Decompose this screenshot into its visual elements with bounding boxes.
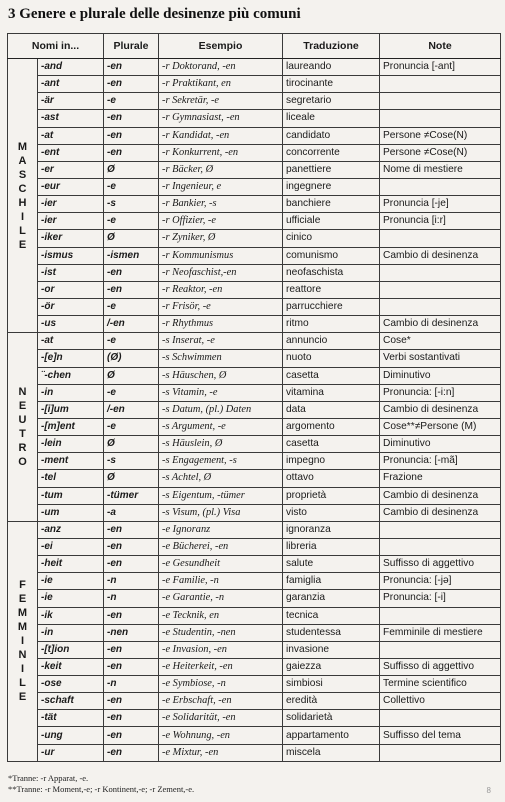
suffix-cell: -lein (38, 436, 104, 453)
plural-cell: -en (104, 693, 159, 710)
translation-cell: impegno (283, 453, 380, 470)
note-cell (380, 521, 501, 538)
footnote: **Tranne: -r Moment,-e; -r Kontinent,-e; -r Zement,-e. (8, 784, 195, 794)
suffix-cell: -tät (38, 710, 104, 727)
translation-cell: appartamento (283, 727, 380, 744)
gender-letter: R (18, 442, 27, 455)
translation-cell: ottavo (283, 470, 380, 487)
translation-cell: proprietà (283, 487, 380, 504)
note-cell: Suffisso di aggettivo (380, 556, 501, 573)
suffix-cell: -är (38, 93, 104, 110)
suffix-cell: -ast (38, 110, 104, 127)
note-cell: Cambio di desinenza (380, 247, 501, 264)
gender-letter: M (17, 140, 28, 153)
table-row (8, 281, 501, 298)
gender-letter: E (18, 691, 27, 704)
table-row (8, 556, 501, 573)
plural-cell: -en (104, 521, 159, 538)
note-cell: Pronuncia: [-mã] (380, 453, 501, 470)
translation-cell: neofaschista (283, 264, 380, 281)
example-cell: -e Erbschaft, -en (159, 693, 283, 710)
note-cell: Pronuncia: [-i:n] (380, 384, 501, 401)
suffix-cell: -ismus (38, 247, 104, 264)
translation-cell: data (283, 401, 380, 418)
note-cell: Termine scientifico (380, 676, 501, 693)
translation-cell: ritmo (283, 316, 380, 333)
gender-letter: I (20, 635, 25, 648)
example-cell: -r Ingenieur, e (159, 178, 283, 195)
suffix-cell: -keit (38, 658, 104, 675)
footnote: *Tranne: -r Apparat, -e. (8, 773, 89, 783)
plural-cell: -s (104, 453, 159, 470)
table-row (8, 470, 501, 487)
note-cell (380, 93, 501, 110)
table-row (8, 350, 501, 367)
gender-letter: H (18, 196, 27, 209)
example-cell: -s Inserat, -e (159, 333, 283, 350)
translation-cell: cinico (283, 230, 380, 247)
example-cell: -e Garantie, -n (159, 590, 283, 607)
example-cell: -e Studentin, -nen (159, 624, 283, 641)
plural-cell: -tümer (104, 487, 159, 504)
note-cell: Suffisso di aggettivo (380, 658, 501, 675)
example-cell: -s Häuschen, Ø (159, 367, 283, 384)
note-cell (380, 264, 501, 281)
plural-cell: -en (104, 538, 159, 555)
header-nomi: Nomi in... (8, 34, 104, 59)
gender-letter: F (19, 579, 26, 592)
gender-letter: N (18, 649, 27, 662)
plural-cell: Ø (104, 470, 159, 487)
plural-cell: -en (104, 110, 159, 127)
translation-cell: tirocinante (283, 76, 380, 93)
example-cell: -r Kommunismus (159, 247, 283, 264)
plural-cell: /-en (104, 316, 159, 333)
header-note: Note (380, 34, 501, 59)
suffix-cell: -tum (38, 487, 104, 504)
translation-cell: miscela (283, 744, 380, 761)
gender-label-maschile (8, 59, 38, 333)
gender-letter: L (19, 677, 26, 690)
note-cell: Pronuncia [-je] (380, 196, 501, 213)
note-cell (380, 281, 501, 298)
plural-cell: (Ø) (104, 350, 159, 367)
note-cell (380, 744, 501, 761)
table-row (8, 59, 501, 76)
example-cell: -e Ignoranz (159, 521, 283, 538)
table-row (8, 161, 501, 178)
table-row (8, 178, 501, 195)
table-row (8, 710, 501, 727)
translation-cell: parrucchiere (283, 298, 380, 315)
translation-cell: visto (283, 504, 380, 521)
plural-cell: -en (104, 76, 159, 93)
table-row (8, 590, 501, 607)
gender-letter: A (18, 154, 27, 167)
plural-cell: -e (104, 178, 159, 195)
suffix-cell: -ant (38, 76, 104, 93)
suffix-cell: -ier (38, 213, 104, 230)
example-cell: -r Neofaschist,-en (159, 264, 283, 281)
note-cell: Cambio di desinenza (380, 316, 501, 333)
translation-cell: ingegnere (283, 178, 380, 195)
note-cell: Pronuncia: [-i] (380, 590, 501, 607)
note-cell: Cose* (380, 333, 501, 350)
table-row (8, 538, 501, 555)
note-cell: Femminile di mestiere (380, 624, 501, 641)
note-cell: Nome di mestiere (380, 161, 501, 178)
suffix-cell: -and (38, 59, 104, 76)
note-cell (380, 607, 501, 624)
suffix-cell: -tel (38, 470, 104, 487)
example-cell: -e Solidarität, -en (159, 710, 283, 727)
example-cell: -r Gymnasiast, -en (159, 110, 283, 127)
example-cell: -e Familie, -n (159, 573, 283, 590)
example-cell: -e Symbiose, -n (159, 676, 283, 693)
suffix-cell: -in (38, 624, 104, 641)
gender-label-neutro (8, 333, 38, 522)
plural-cell: -en (104, 641, 159, 658)
example-cell: -r Bankier, -s (159, 196, 283, 213)
translation-cell: invasione (283, 641, 380, 658)
note-cell (380, 298, 501, 315)
plural-cell: Ø (104, 367, 159, 384)
note-cell: Pronuncia [-ant] (380, 59, 501, 76)
plural-cell: -e (104, 418, 159, 435)
table-row (8, 316, 501, 333)
table-row (8, 264, 501, 281)
note-cell (380, 76, 501, 93)
table-row (8, 93, 501, 110)
suffix-cell: -schaft (38, 693, 104, 710)
table-row (8, 573, 501, 590)
translation-cell: candidato (283, 127, 380, 144)
translation-cell: solidarietà (283, 710, 380, 727)
translation-cell: casetta (283, 436, 380, 453)
plural-cell: -e (104, 93, 159, 110)
suffix-cell: -ent (38, 144, 104, 161)
note-cell (380, 538, 501, 555)
plural-cell: -a (104, 504, 159, 521)
translation-cell: ignoranza (283, 521, 380, 538)
suffix-cell: -ik (38, 607, 104, 624)
suffix-cell: -us (38, 316, 104, 333)
plural-cell: -n (104, 590, 159, 607)
plural-cell: -en (104, 144, 159, 161)
gender-letter: L (19, 224, 26, 237)
example-cell: -r Sekretär, -e (159, 93, 283, 110)
translation-cell: tecnica (283, 607, 380, 624)
plural-cell: -en (104, 59, 159, 76)
table-row (8, 298, 501, 315)
header-esempio: Esempio (159, 34, 283, 59)
example-cell: -s Visum, (pl.) Visa (159, 504, 283, 521)
table-row (8, 624, 501, 641)
suffix-cell: ¨-chen (38, 367, 104, 384)
plural-cell: Ø (104, 230, 159, 247)
table-row (8, 676, 501, 693)
gender-letter: C (18, 182, 27, 195)
suffix-cell: -ie (38, 573, 104, 590)
plural-cell: -s (104, 196, 159, 213)
translation-cell: eredità (283, 693, 380, 710)
table-row (8, 607, 501, 624)
example-cell: -r Frisör, -e (159, 298, 283, 315)
example-cell: -s Häuslein, Ø (159, 436, 283, 453)
plural-cell: -en (104, 727, 159, 744)
table-body (8, 59, 501, 762)
table-row (8, 487, 501, 504)
suffix-cell: -anz (38, 521, 104, 538)
gender-letter: I (20, 210, 25, 223)
translation-cell: laureando (283, 59, 380, 76)
example-cell: -r Zyniker, Ø (159, 230, 283, 247)
plural-cell: -en (104, 264, 159, 281)
note-cell: Persone ≠Cose(N) (380, 127, 501, 144)
plural-cell: -n (104, 676, 159, 693)
translation-cell: vitamina (283, 384, 380, 401)
table-row (8, 401, 501, 418)
note-cell: Frazione (380, 470, 501, 487)
note-cell: Cambio di desinenza (380, 504, 501, 521)
suffix-cell: -ur (38, 744, 104, 761)
suffix-cell: -ung (38, 727, 104, 744)
example-cell: -e Mixtur, -en (159, 744, 283, 761)
suffix-cell: -er (38, 161, 104, 178)
gender-letter: M (17, 621, 28, 634)
suffix-cell: -ist (38, 264, 104, 281)
table-row (8, 367, 501, 384)
suffix-cell: -um (38, 504, 104, 521)
example-cell: -r Offizier, -e (159, 213, 283, 230)
table-row (8, 744, 501, 761)
endings-table (7, 33, 501, 762)
translation-cell: studentessa (283, 624, 380, 641)
example-cell: -e Heiterkeit, -en (159, 658, 283, 675)
table-row (8, 230, 501, 247)
translation-cell: reattore (283, 281, 380, 298)
suffix-cell: -in (38, 384, 104, 401)
gender-letter: E (18, 593, 27, 606)
table-row (8, 127, 501, 144)
note-cell: Cambio di desinenza (380, 487, 501, 504)
suffix-cell: -ie (38, 590, 104, 607)
example-cell: -e Tecknik, en (159, 607, 283, 624)
plural-cell: -en (104, 281, 159, 298)
example-cell: -e Gesundheit (159, 556, 283, 573)
example-cell: -s Eigentum, -tümer (159, 487, 283, 504)
suffix-cell: -ment (38, 453, 104, 470)
suffix-cell: -[m]ent (38, 418, 104, 435)
note-cell: Cambio di desinenza (380, 401, 501, 418)
plural-cell: /-en (104, 401, 159, 418)
note-cell: Diminutivo (380, 367, 501, 384)
note-cell (380, 710, 501, 727)
page-title: 3 Genere e plurale delle desinenze più comuni (8, 6, 301, 22)
table-row (8, 196, 501, 213)
plural-cell: -en (104, 744, 159, 761)
table-row (8, 693, 501, 710)
note-cell (380, 110, 501, 127)
suffix-cell: -ose (38, 676, 104, 693)
suffix-cell: -ier (38, 196, 104, 213)
table-row (8, 110, 501, 127)
note-cell (380, 178, 501, 195)
example-cell: -e Wohnung, -en (159, 727, 283, 744)
note-cell: Cose**≠Persone (M) (380, 418, 501, 435)
table-row (8, 521, 501, 538)
gender-letter: T (19, 428, 26, 441)
example-cell: -e Bücherei, -en (159, 538, 283, 555)
suffix-cell: -[i]um (38, 401, 104, 418)
suffix-cell: -heit (38, 556, 104, 573)
translation-cell: argomento (283, 418, 380, 435)
plural-cell: -en (104, 658, 159, 675)
example-cell: -s Engagement, -s (159, 453, 283, 470)
example-cell: -s Argument, -e (159, 418, 283, 435)
plural-cell: -e (104, 333, 159, 350)
gender-letter: U (18, 414, 27, 427)
table-row (8, 641, 501, 658)
suffix-cell: -iker (38, 230, 104, 247)
translation-cell: comunismo (283, 247, 380, 264)
gender-letter: E (18, 238, 27, 251)
translation-cell: garanzia (283, 590, 380, 607)
suffix-cell: -eur (38, 178, 104, 195)
plural-cell: -en (104, 710, 159, 727)
table-header-row (8, 34, 501, 59)
table-row (8, 504, 501, 521)
translation-cell: segretario (283, 93, 380, 110)
table-row (8, 144, 501, 161)
table-row (8, 333, 501, 350)
plural-cell: -en (104, 556, 159, 573)
plural-cell: -n (104, 573, 159, 590)
table-row (8, 384, 501, 401)
gender-letter: E (18, 400, 27, 413)
note-cell (380, 230, 501, 247)
translation-cell: nuoto (283, 350, 380, 367)
gender-letter: M (17, 607, 28, 620)
gender-letter: S (18, 168, 27, 181)
translation-cell: salute (283, 556, 380, 573)
suffix-cell: -[t]ion (38, 641, 104, 658)
plural-cell: -ismen (104, 247, 159, 264)
example-cell: -r Praktikant, en (159, 76, 283, 93)
translation-cell: ufficiale (283, 213, 380, 230)
translation-cell: panettiere (283, 161, 380, 178)
example-cell: -r Bäcker, Ø (159, 161, 283, 178)
example-cell: -r Doktorand, -en (159, 59, 283, 76)
note-cell (380, 641, 501, 658)
suffix-cell: -or (38, 281, 104, 298)
plural-cell: -en (104, 127, 159, 144)
suffix-cell: -at (38, 127, 104, 144)
plural-cell: -e (104, 213, 159, 230)
table-row (8, 436, 501, 453)
example-cell: -e Invasion, -en (159, 641, 283, 658)
note-cell: Pronuncia: [-jə] (380, 573, 501, 590)
note-cell: Verbi sostantivati (380, 350, 501, 367)
note-cell: Collettivo (380, 693, 501, 710)
translation-cell: gaiezza (283, 658, 380, 675)
translation-cell: libreria (283, 538, 380, 555)
note-cell: Diminutivo (380, 436, 501, 453)
gender-letter: I (20, 663, 25, 676)
translation-cell: banchiere (283, 196, 380, 213)
table-row (8, 76, 501, 93)
plural-cell: -en (104, 607, 159, 624)
table-row (8, 418, 501, 435)
example-cell: -s Achtel, Ø (159, 470, 283, 487)
table-row (8, 658, 501, 675)
table-row (8, 213, 501, 230)
plural-cell: Ø (104, 161, 159, 178)
table-row (8, 727, 501, 744)
translation-cell: concorrente (283, 144, 380, 161)
example-cell: -s Vitamin, -e (159, 384, 283, 401)
suffix-cell: -ör (38, 298, 104, 315)
example-cell: -s Datum, (pl.) Daten (159, 401, 283, 418)
example-cell: -r Konkurrent, -en (159, 144, 283, 161)
translation-cell: liceale (283, 110, 380, 127)
translation-cell: famiglia (283, 573, 380, 590)
plural-cell: Ø (104, 436, 159, 453)
table-row (8, 453, 501, 470)
suffix-cell: -[e]n (38, 350, 104, 367)
gender-letter: O (18, 456, 27, 469)
header-plurale: Plurale (104, 34, 159, 59)
translation-cell: simbiosi (283, 676, 380, 693)
example-cell: -r Kandidat, -en (159, 127, 283, 144)
example-cell: -r Rhythmus (159, 316, 283, 333)
plural-cell: -nen (104, 624, 159, 641)
translation-cell: annuncio (283, 333, 380, 350)
plural-cell: -e (104, 298, 159, 315)
note-cell: Suffisso del tema (380, 727, 501, 744)
gender-label-femminile (8, 521, 38, 761)
suffix-cell: -at (38, 333, 104, 350)
translation-cell: casetta (283, 367, 380, 384)
plural-cell: -e (104, 384, 159, 401)
note-cell: Persone ≠Cose(N) (380, 144, 501, 161)
suffix-cell: -ei (38, 538, 104, 555)
example-cell: -r Reaktor, -en (159, 281, 283, 298)
note-cell: Pronuncia [i:r] (380, 213, 501, 230)
header-traduzione: Traduzione (283, 34, 380, 59)
example-cell: -s Schwimmen (159, 350, 283, 367)
table-row (8, 247, 501, 264)
gender-letter: N (18, 386, 27, 399)
footnotes (8, 773, 194, 795)
page-number: 8 (486, 786, 491, 795)
